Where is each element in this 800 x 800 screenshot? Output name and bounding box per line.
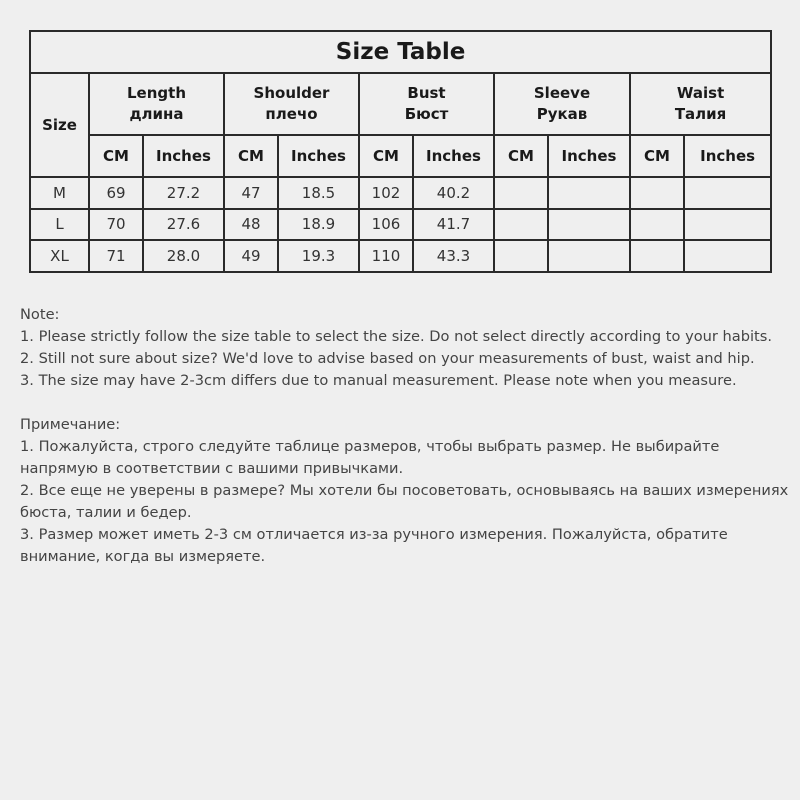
note-item: 2. Все еще не уверены в размере? Мы хотели бы посоветовать, основываясь на ваших измерениях бюста, талии и бедер. (20, 482, 789, 521)
table-cell: 69 (89, 177, 143, 209)
table-cell (630, 240, 684, 272)
table-cell: 70 (89, 209, 143, 241)
group-header-length (89, 73, 224, 135)
table-title: Size Table (30, 31, 771, 73)
group-header-waist (630, 73, 771, 135)
size-cell: M (30, 177, 89, 209)
group-en-label: Sleeve (533, 84, 591, 102)
note-item: 2. Still not sure about size? We'd love to advise based on your measurements of bust, waist and hip. (20, 350, 755, 367)
table-row (30, 240, 771, 272)
group-ru-label: Бюст (404, 105, 449, 123)
note-item: 1. Please strictly follow the size table to select the size. Do not select directly according to your habits. (20, 328, 773, 345)
size-cell: XL (30, 240, 89, 272)
unit-inches-header: Inches (548, 135, 630, 177)
table-cell (494, 209, 548, 241)
unit-cm-header: CM (359, 135, 413, 177)
group-ru-label: плечо (265, 105, 318, 123)
table-cell: 40.2 (413, 177, 494, 209)
unit-inches-header: Inches (684, 135, 771, 177)
group-header-shoulder (224, 73, 359, 135)
size-table (29, 30, 772, 273)
group-en-label: Waist (676, 84, 725, 102)
size-cell: L (30, 209, 89, 241)
unit-inches-header: Inches (278, 135, 359, 177)
table-cell: 18.9 (278, 209, 359, 241)
unit-cm-header: CM (224, 135, 278, 177)
group-header-bust (359, 73, 494, 135)
table-cell: 27.2 (143, 177, 224, 209)
unit-cm-header: CM (89, 135, 143, 177)
table-cell (684, 240, 771, 272)
group-ru-label: Рукав (536, 105, 588, 123)
table-cell: 110 (359, 240, 413, 272)
group-ru-label: длина (129, 105, 184, 123)
notes-heading: Note: (20, 306, 60, 323)
group-header-sleeve (494, 73, 630, 135)
unit-cm-header: CM (494, 135, 548, 177)
table-cell (630, 209, 684, 241)
table-cell: 102 (359, 177, 413, 209)
notes-russian (20, 414, 790, 568)
size-column-header: Size (30, 73, 89, 177)
table-row (30, 209, 771, 241)
notes-heading: Примечание: (20, 416, 121, 433)
table-cell (548, 209, 630, 241)
note-item: 3. Размер может иметь 2-3 см отличается из-за ручного измерения. Пожалуйста, обратите внимание, когда вы измеряете. (20, 526, 728, 565)
table-cell (684, 209, 771, 241)
group-en-label: Shoulder (253, 84, 330, 102)
table-cell: 48 (224, 209, 278, 241)
table-cell (548, 240, 630, 272)
unit-inches-header: Inches (413, 135, 494, 177)
unit-inches-header: Inches (143, 135, 224, 177)
group-ru-label: Талия (674, 105, 727, 123)
table-cell: 71 (89, 240, 143, 272)
table-cell (630, 177, 684, 209)
table-cell (684, 177, 771, 209)
table-row (30, 177, 771, 209)
table-cell (494, 177, 548, 209)
table-cell: 27.6 (143, 209, 224, 241)
unit-cm-header: CM (630, 135, 684, 177)
table-cell: 43.3 (413, 240, 494, 272)
note-item: 3. The size may have 2-3cm differs due to manual measurement. Please note when you measure. (20, 372, 737, 389)
group-en-label: Length (127, 84, 186, 102)
table-cell: 19.3 (278, 240, 359, 272)
notes-english (20, 304, 790, 392)
table-cell: 47 (224, 177, 278, 209)
table-cell: 41.7 (413, 209, 494, 241)
group-en-label: Bust (407, 84, 446, 102)
table-cell (494, 240, 548, 272)
table-cell (548, 177, 630, 209)
table-cell: 28.0 (143, 240, 224, 272)
table-cell: 18.5 (278, 177, 359, 209)
table-cell: 106 (359, 209, 413, 241)
table-cell: 49 (224, 240, 278, 272)
note-item: 1. Пожалуйста, строго следуйте таблице размеров, чтобы выбрать размер. Не выбирайте напрямую в соответствии с вашими привычками. (20, 438, 720, 477)
